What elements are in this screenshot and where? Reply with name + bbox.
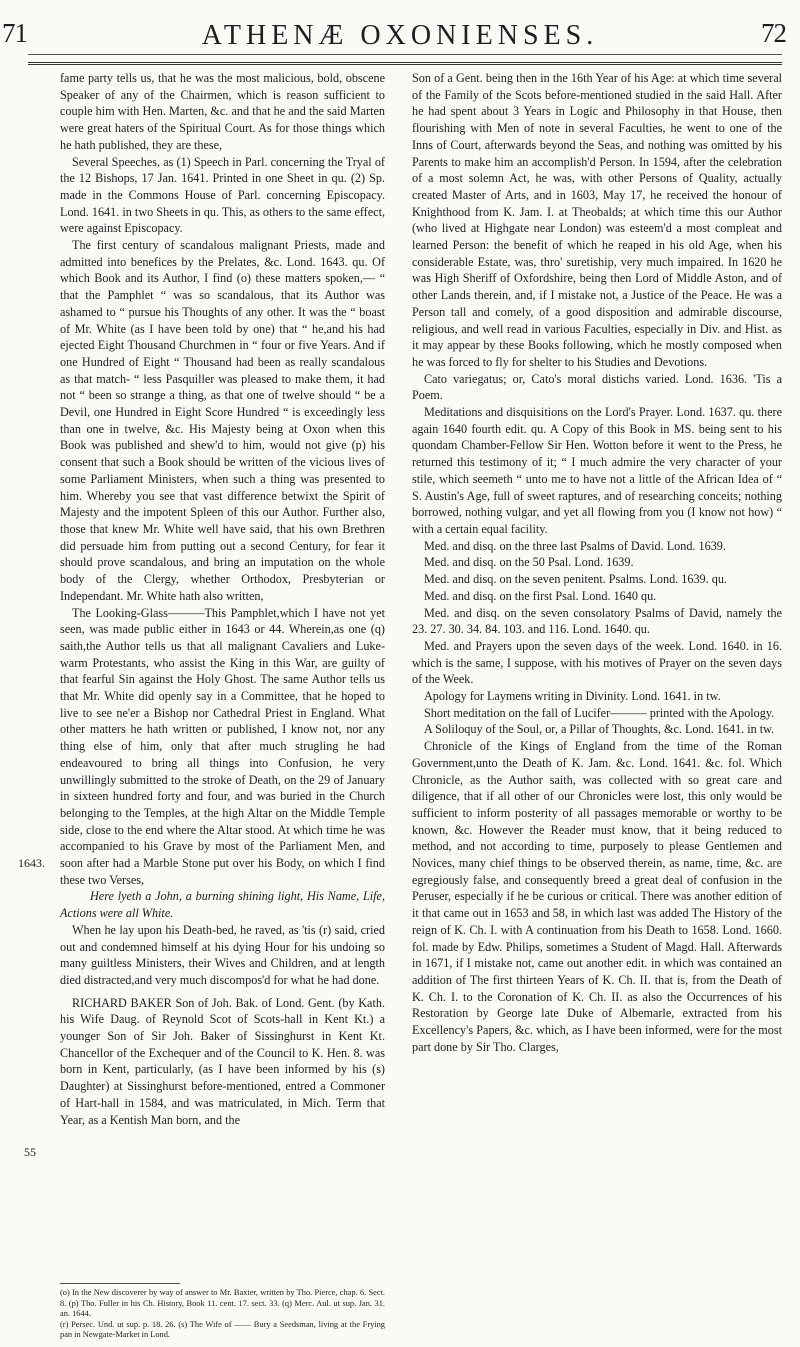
margin-year: 1643.	[18, 856, 45, 870]
paragraph: Several Speeches, as (1) Speech in Parl. concerning the Tryal of the 12 Bishops, 17 Jan. 1641. Printed in one Sheet in qu. (2) Sp. made in the Commons House of Parl. concerning Episcopacy. Lond. 1641. in two Sheets in qu. This, as others to the same effect, were against Episcopacy.	[60, 154, 385, 236]
epitaph: Here lyeth a John, a burning shining light, His Name, Life, Actions were all White.	[60, 889, 385, 921]
work-entry: Med. and Prayers upon the seven days of the week. Lond. 1640. in 16. which is the same, I suppose, with his motives of Prayer on the seven days of the Week.	[412, 638, 782, 687]
right-column	[412, 70, 782, 1055]
footnote: (o) In the New discoverer by way of answer to Mr. Baxter, written by Tho. Pierce, chap. 6. Sect. 8. (p) Tho. Fuller in his Ch. History, Book 11. cent. 17. sect. 33. (q) Merc. Aul. ut sup. Jan. 31. an. 1644.	[60, 1288, 385, 1319]
header-rule-double	[28, 62, 782, 65]
margin-entry-number: 55	[24, 1145, 36, 1159]
footnote: (r) Persec. Und. ut sup. p. 18. 26. (s) The Wife of —— Bury a Seedsman, living at the Frying pan in Newgate-Market in Lond.	[60, 1319, 385, 1340]
page-number-right: 72	[761, 18, 786, 48]
footnotes	[60, 1288, 385, 1341]
paragraph: fame party tells us, that he was the most malicious, bold, obscene Speaker of any of the Chairmen, which is reason sufficient to couple him with Hen. Marten, &c. and that he and the said Marten were great haters of the Spiritual Court. As for those things which he hath published, they are these,	[60, 71, 385, 152]
header-rule-thin	[28, 54, 782, 55]
running-title: ATHENÆ OXONIENSES.	[201, 20, 599, 51]
work-entry: Chronicle of the Kings of England from the time of the Roman Government,unto the Death of K. Jam. &c. Lond. 1641. &c. fol. Which Chronicle, as the Author saith, was collected with so great care and diligence, that if all other of our Chronicles were lost, this only would be sufficient to inform posterity of all passages memorable or worthy to be known, &c. However the Reader must know, that it being reduced to method, and not according to time, purposely to please Gentlemen and Novices, many chief things to be observed therein, as name, time, &c. are egregiously false, and consequently breed a great deal of confusion in the Peruser, especially if he be curious or critical. There was another edition of it that came out in 1653 and 58, in which last was added The History of the reign of K. Ch. I. with A continuation from his Death to 1658. Lond. 1660. fol. made by Edw. Philips, sometimes a Student of Magd. Hall. Afterwards in 1671, if I mistake not, came out another edit. in which was contained an addition of The first thirteen Years of K. Ch. II. that is, from the Death of K. Ch. I. to the Coronation of K. Ch. II. as also the Occurrences of his Restoration by George late Duke of Albemarle, extracted from his Excellency's Papers, &c. which, as I have been informed, were for the most part done by Sir Tho. Clarges,	[412, 739, 782, 1054]
left-column	[60, 70, 385, 1128]
paragraph: The Looking-Glass———This Pamphlet,which I have not yet seen, was made public either in 1643 or 44. Wherein,as one (q) saith,the Author tells us that all malignant Cavaliers and Luke-warm Protestants, who assist the King in this War, are guilty of that fearful Sin against the Holy Ghost. The same Author tells us that Mr. White did openly say in a Committee, that he hoped to live to see ne'er a Bishop nor Cathedral Priest in England. What other matters he hath written or published, I know not, nor any thing else of him, only that after much strugling he had endeavoured to bring all things into Confusion, he very unwillingly submitted to the stroke of Death, on the 29 of January in sixteen hundred forty and four, and was buried in the Church belonging to the Temples, at the high Altar on the Middle Temple side, close to the end where the Altar stood. At which time he was accompanied to his Grave by most of the Parliament Men, and soon after had a Marble Stone put over his Body, on which I find these two Verses,	[60, 605, 385, 887]
work-entry: Med. and disq. on the seven penitent. Psalms. Lond. 1639. qu.	[424, 572, 727, 587]
work-entry: Med. and disq. on the seven consolatory Psalms of David, namely the 23. 27. 30. 34. 84. 103. and 116. Lond. 1640. qu.	[412, 605, 782, 637]
paragraph: Son of a Gent. being then in the 16th Year of his Age: at which time several of the Family of the Scots before-mentioned studied in the said Hall. After he had spent about 3 Years in Logic and Philosophy in that House, then flourishing with Men of note in several Faculties, he went to one of the Inns of Court, afterwards beyond the Seas, and nothing was omitted by his Parents to make him an accomplish'd Person. In 1594, after the celebration of a most solemn Act, he was, with other Persons of Quality, actually created Master of Arts, and in 1603, May 17, he received the honour of Knighthood from K. Jam. I. at Theobalds; at which time this our Author (who lived at Highgate near London) was esteem'd a most compleat and learned Person: the benefit of which he reaped in his old Age, when his considerable Estate, was, thro' suretiship, very much impaired. In 1620 he was High Sheriff of Oxfordshire, being then Lord of Middle Aston, and of other Lands therein, and, if I mistake not, a Justice of the Peace. He was a Person tall and comely, of a good disposition and admirable discourse, religious, and well read in various Faculties, especially in Div. and Hist. as it may appear by these Books following, which he mostly composed when he was forced to fly for shelter to his Studies and Devotions.	[412, 71, 782, 369]
entry-richard-baker: RICHARD BAKER Son of Joh. Bak. of Lond. Gent. (by Kath. his Wife Daug. of Reynold Scot of Scots-hall in Kent Kt.) a younger Son of Sir Joh. Baker of Sissinghurst in Kent Kt. Chancellor of the Exchequer and of the Council to K. Hen. 8. was born in Kent, particularly, (as I have been informed by his (s) Daughter) at Sissinghurst before-mentioned, entred a Commoner of Hart-hall in 1584, and was matriculated, in Mich. Term that Year, as a Kentish Man born, and the	[60, 995, 385, 1127]
work-entry: Meditations and disquisitions on the Lord's Prayer. Lond. 1637. qu. there again 1640 fourth edit. qu. A Copy of this Book in MS. being sent to his quondam Chamber-Fellow Sir Hen. Wotton before it went to the Press, he returned this testimony of it; “ I much admire the very character of your stile, which seemeth “ unto me to have not a little of the African Idea of “ S. Austin's Age, full of sweet raptures, and of researching conceits; nothing borrowed, nothing vulgar, and yet all flowing from you (I know not how) “ with a certain equal facility.	[412, 405, 782, 536]
work-entry: Apology for Laymens writing in Divinity. Lond. 1641. in tw.	[424, 689, 721, 704]
work-entry: Short meditation on the fall of Lucifer——— printed with the Apology.	[424, 705, 775, 720]
work-entry: A Soliloquy of the Soul, or, a Pillar of Thoughts, &c. Lond. 1641. in tw.	[424, 722, 775, 737]
work-entry: Med. and disq. on the 50 Psal. Lond. 1639.	[424, 555, 634, 570]
work-entry: Cato variegatus; or, Cato's moral distichs varied. Lond. 1636. 'Tis a Poem.	[412, 371, 782, 403]
paragraph: The first century of scandalous malignant Priests, made and admitted into benefices by the Prelates, &c. Lond. 1643. qu. Of which Book and its Author, I find (o) these matters spoken,— “ that the Pamphlet “ was so scandalous, that its Author was ashamed to “ pursue his Thoughts of any other. It was the “ boast of Mr. White (as I have been told by one) that “ he,and his had ejected Eight Thousand Churchmen in “ four or five Years. And if one Hundred of Eight “ Thousand had been as really scandalous as that match- “ less Pasquiller was pleased to make them, it had not “ been so strange a thing, as that one of twelve should “ be a Devil, one Hundred in Eight Score Hundred “ is exceedingly less than one in twelve, &c. His Majesty being at Oxon when this Book was published and shew'd to him, would not give (p) his consent that such a Book should be written of the vicious lives of some Parliament Ministers, when such a thing was presented to him. Whereby you see that vast difference betwixt the Spirit of Majesty and the impotent Spleen of this our Author. Further also, those that knew Mr. White well have said, that his own Brethren did persuade him from putting out a second Century, for fear it should prove scandalous, and bring an imputation on the whole body of the Clergy, whether Orthodox, Presbyterian or Independant. Mr. White hath also written,	[60, 238, 385, 603]
work-entry: Med. and disq. on the three last Psalms of David. Lond. 1639.	[424, 538, 726, 553]
footnote-rule	[60, 1283, 180, 1284]
page-number-left: 71	[2, 18, 27, 48]
paragraph: When he lay upon his Death-bed, he raved, as 'tis (r) said, cried out and condemned himself at his dying Hour for his undoing so many guiltless Ministers, their Wives and Children, and at length died distracted,and very much discompos'd for what he had done.	[60, 922, 385, 987]
work-entry: Med. and disq. on the first Psal. Lond. 1640 qu.	[424, 588, 657, 603]
